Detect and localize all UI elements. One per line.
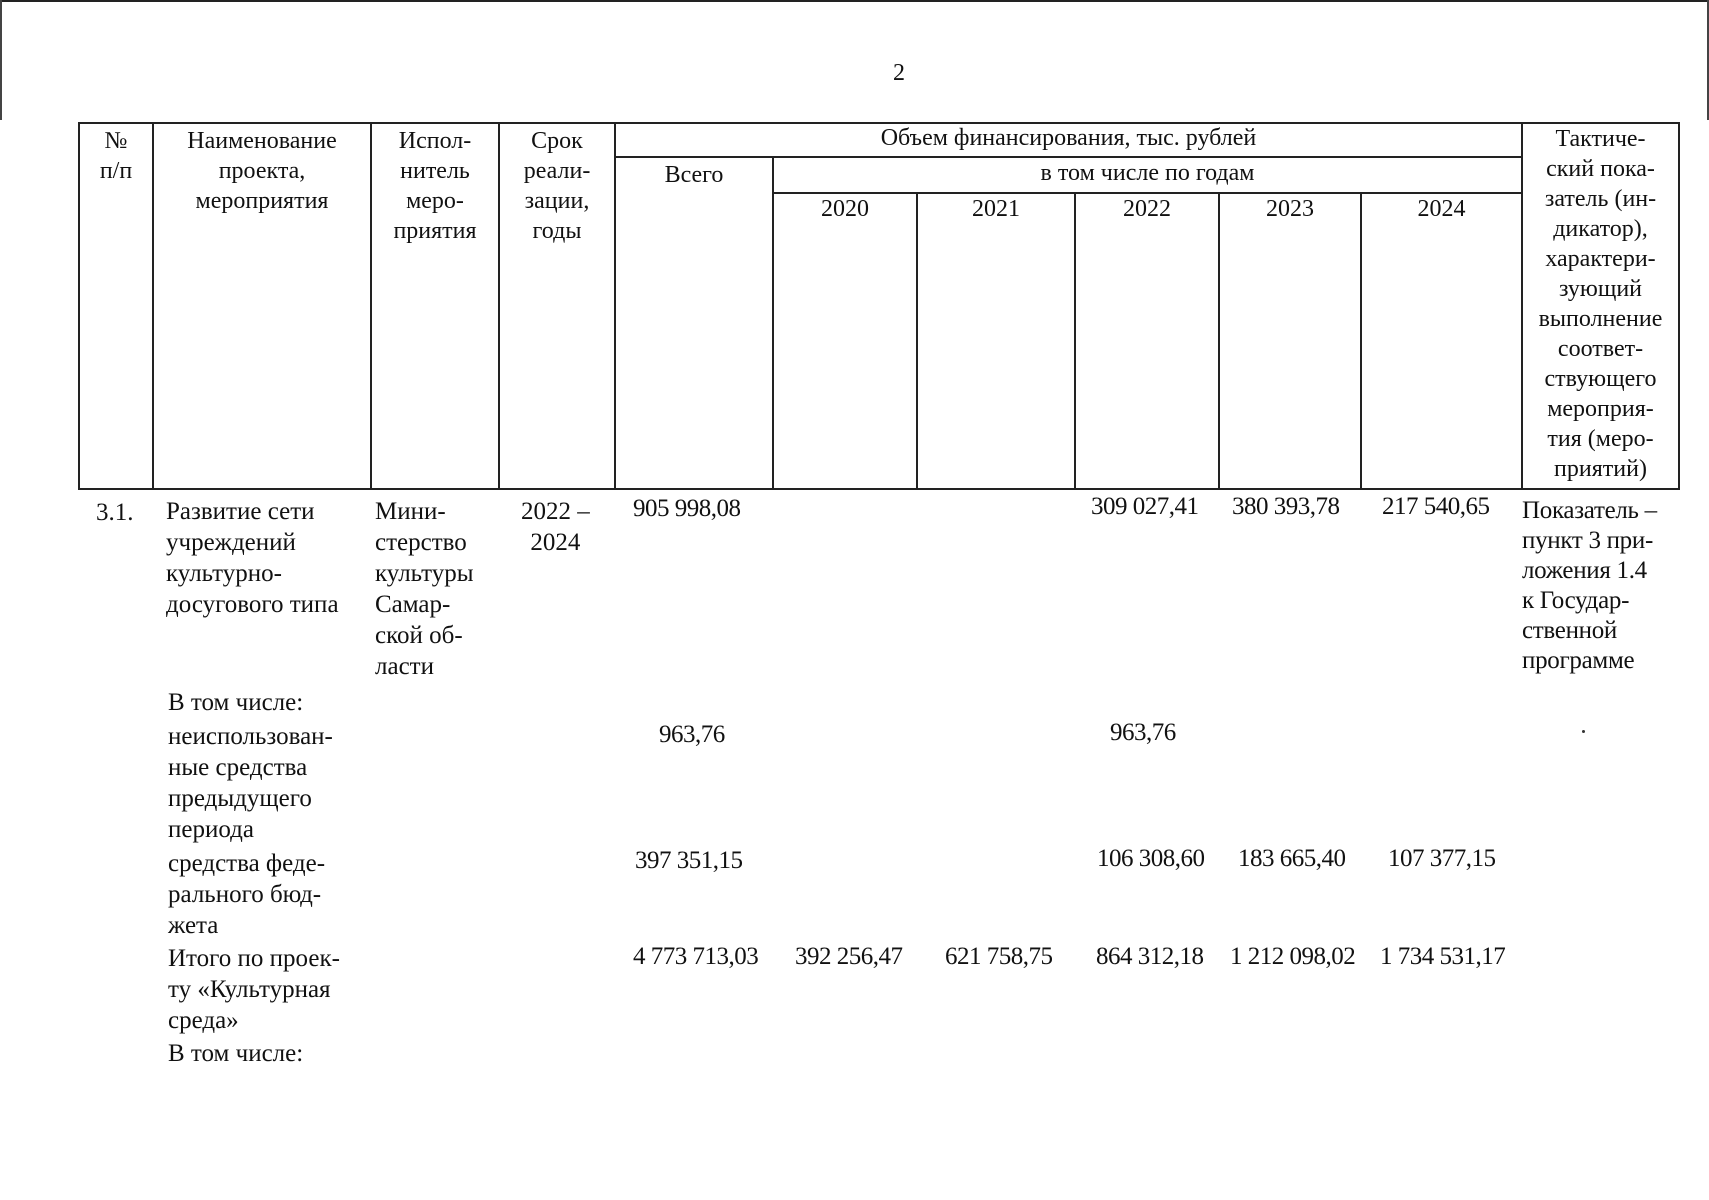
header-total: Всего [664, 162, 724, 188]
header-project-name: Наименование проекта, мероприятия [187, 128, 337, 214]
row-2024: 217 540,65 [1382, 493, 1490, 520]
header-indicator: Тактиче- ский пока- затель (ин- дикатор), характери- зующий выполнение соответ- ствующего мероприя- тия (меро- приятий) [1538, 126, 1663, 482]
project-total-2024: 1 734 531,17 [1380, 943, 1506, 970]
header-year-2021: 2021 [972, 196, 1020, 222]
federal-budget-2023: 183 665,40 [1238, 845, 1346, 872]
row-2022: 309 027,41 [1091, 493, 1199, 520]
row-project-name: Развитие сети учреждений культурно- досугового типа [166, 498, 339, 618]
project-total-2023: 1 212 098,02 [1230, 943, 1356, 970]
header-year-2024: 2024 [1417, 196, 1466, 222]
unused-funds-2022: 963,76 [1110, 719, 1176, 746]
col-border-11 [1678, 122, 1680, 490]
unused-funds-total: 963,76 [659, 721, 725, 748]
header-year-2023: 2023 [1266, 196, 1314, 222]
row-2023: 380 393,78 [1232, 493, 1340, 520]
project-total: 4 773 713,03 [633, 943, 759, 970]
scan-speck [1582, 730, 1585, 733]
header-period: Срок реали- зации, годы [523, 128, 591, 244]
row-indicator: Показатель – пункт 3 при- ложения 1.4 к Государ- ственной программе [1522, 497, 1657, 674]
federal-budget-2024: 107 377,15 [1388, 845, 1496, 872]
project-total-label: Итого по проек- ту «Культурная среда» [168, 945, 340, 1034]
col-border-9 [1360, 192, 1362, 490]
col-border-7 [1074, 192, 1076, 490]
header-executor: Испол- нитель меро- приятия [393, 128, 477, 244]
header-year-2020: 2020 [821, 196, 869, 222]
row-executor: Мини- стерство культуры Самар- ской об- ласти [375, 498, 474, 680]
page-number: 2 [893, 60, 905, 86]
header-by-years: в том числе по годам [1040, 160, 1255, 186]
header-year-2022: 2022 [1123, 196, 1171, 222]
including-label: В том числе: [168, 689, 304, 716]
row-total: 905 998,08 [633, 495, 741, 522]
unused-funds-label: неиспользован- ные средства предыдущего периода [168, 723, 333, 843]
project-total-2021: 621 758,75 [945, 943, 1053, 970]
project-total-2020: 392 256,47 [795, 943, 903, 970]
top-border-line [0, 0, 1709, 2]
project-total-2022: 864 312,18 [1096, 943, 1204, 970]
federal-budget-2022: 106 308,60 [1097, 845, 1205, 872]
row-number: 3.1. [96, 499, 134, 526]
row-period: 2022 – 2024 [521, 498, 590, 556]
col-border-8 [1218, 192, 1220, 490]
including-label-2: В том числе: [168, 1040, 304, 1067]
table-header [0, 122, 1709, 490]
federal-budget-label: средства феде- рального бюд- жета [168, 850, 326, 939]
header-bottom-border [78, 488, 1680, 490]
federal-budget-total: 397 351,15 [635, 847, 743, 874]
header-number: № п/п [99, 128, 133, 184]
header-funding: Объем финансирования, тыс. рублей [880, 125, 1257, 151]
left-scan-edge [0, 0, 2, 120]
col-border-6 [916, 192, 918, 490]
